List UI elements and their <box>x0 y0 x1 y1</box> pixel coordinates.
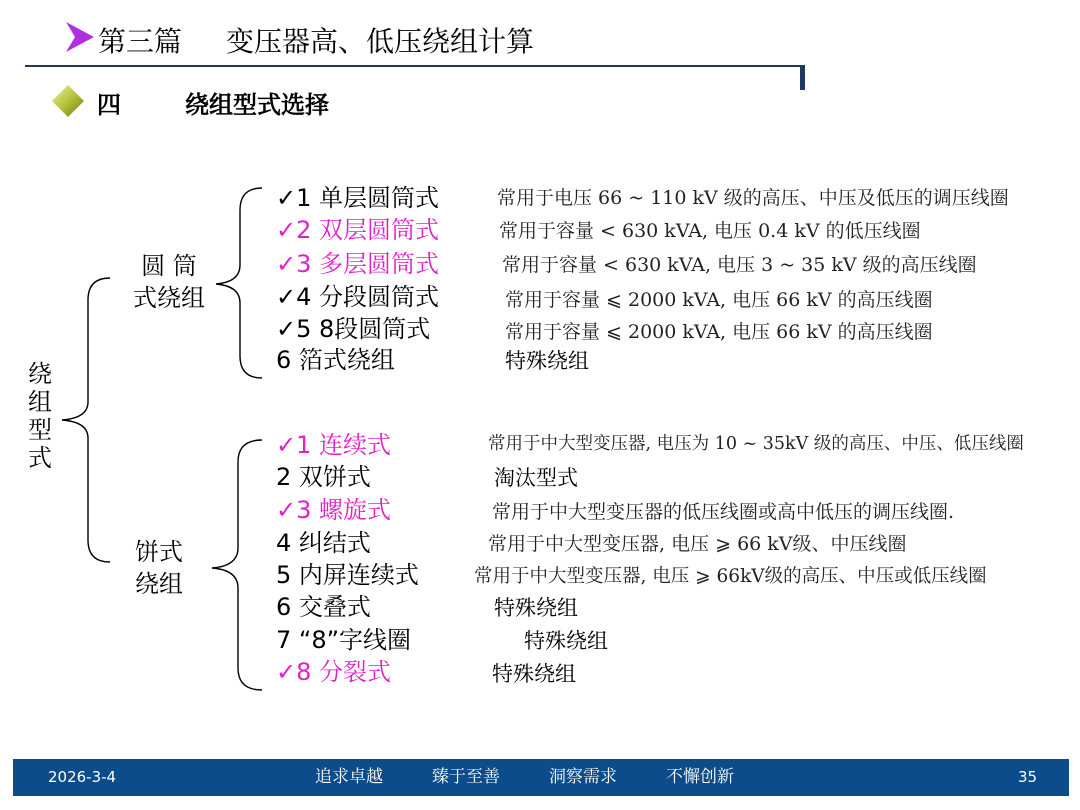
cylinder-item-4: ✓4 分段圆筒式 <box>276 283 440 311</box>
cylinder-item-3: ✓3 多层圆筒式 <box>276 250 440 278</box>
disc-item-6: 6 交叠式 <box>276 593 371 621</box>
group-cylinder-label <box>124 250 214 314</box>
cylinder-item-2: ✓2 双层圆筒式 <box>276 216 440 244</box>
footer-slogan-2: 臻于至善 <box>432 767 500 787</box>
disc-desc-5: 常用于中大型变压器, 电压 ⩾ 66kV级的高压、中压或低压线圈 <box>474 566 987 587</box>
group-cylinder-line2: 式绕组 <box>133 284 205 312</box>
disc-item-4: 4 纠结式 <box>276 529 371 557</box>
cylinder-desc-3: 常用于容量 < 630 kVA, 电压 3 ~ 35 kV 级的高压线圈 <box>502 254 977 276</box>
cylinder-brace <box>216 188 262 378</box>
footer-date: 2026-3-4 <box>48 768 117 786</box>
footer-slogan-1: 追求卓越 <box>315 767 383 787</box>
group-disc-line1: 饼式 <box>135 538 183 566</box>
group-disc-label <box>124 536 194 600</box>
disc-item-3: ✓3 螺旋式 <box>276 496 392 524</box>
root-label: 绕组型式 <box>28 360 52 472</box>
footer-bar <box>13 759 1069 796</box>
disc-desc-7: 特殊绕组 <box>524 629 608 653</box>
footer-page-number: 35 <box>1018 768 1038 786</box>
disc-desc-3: 常用于中大型变压器的低压线圈或高中低压的调压线圈. <box>492 501 955 523</box>
disc-desc-2: 淘汰型式 <box>494 466 578 490</box>
cylinder-desc-2: 常用于容量 < 630 kVA, 电压 0.4 kV 的低压线圈 <box>499 220 921 242</box>
section-number: 四 <box>97 91 121 119</box>
disc-item-7: 7 “8”字线圈 <box>276 626 412 654</box>
title-part2: 变压器高、低压绕组计算 <box>226 25 535 58</box>
title-part1: 第三篇 <box>98 25 183 58</box>
disc-item-2: 2 双饼式 <box>276 463 371 491</box>
cylinder-desc-1: 常用于电压 66 ~ 110 kV 级的高压、中压及低压的调压线圈 <box>497 187 1009 209</box>
footer-slogan-4: 不懈创新 <box>666 767 734 787</box>
disc-desc-1: 常用于中大型变压器, 电压为 10 ~ 35kV 级的高压、中压、低压线圈 <box>488 434 1024 454</box>
disc-item-5: 5 内屏连续式 <box>276 561 419 589</box>
disc-item-1: ✓1 连续式 <box>276 431 392 459</box>
cylinder-item-1: ✓1 单层圆筒式 <box>276 184 440 212</box>
cylinder-desc-6: 特殊绕组 <box>505 349 589 373</box>
disc-desc-6: 特殊绕组 <box>494 596 578 620</box>
disc-desc-8: 特殊绕组 <box>492 662 576 686</box>
cylinder-desc-4: 常用于容量 ⩽ 2000 kVA, 电压 66 kV 的高压线圈 <box>505 289 933 311</box>
group-cylinder-line1: 圆 筒 <box>141 252 197 280</box>
disc-brace <box>212 440 262 690</box>
group-disc-line2: 绕组 <box>135 570 183 598</box>
disc-desc-4: 常用于中大型变压器, 电压 ⩾ 66 kV级、中压线圈 <box>488 533 907 555</box>
section-title: 绕组型式选择 <box>185 91 329 119</box>
footer-slogan-3: 洞察需求 <box>549 767 617 787</box>
cylinder-desc-5: 常用于容量 ⩽ 2000 kVA, 电压 66 kV 的高压线圈 <box>505 321 933 343</box>
root-brace <box>62 278 110 562</box>
cylinder-item-5: ✓5 8段圆筒式 <box>276 315 431 343</box>
cylinder-item-6: 6 箔式绕组 <box>276 346 395 374</box>
disc-item-8: ✓8 分裂式 <box>276 658 392 686</box>
